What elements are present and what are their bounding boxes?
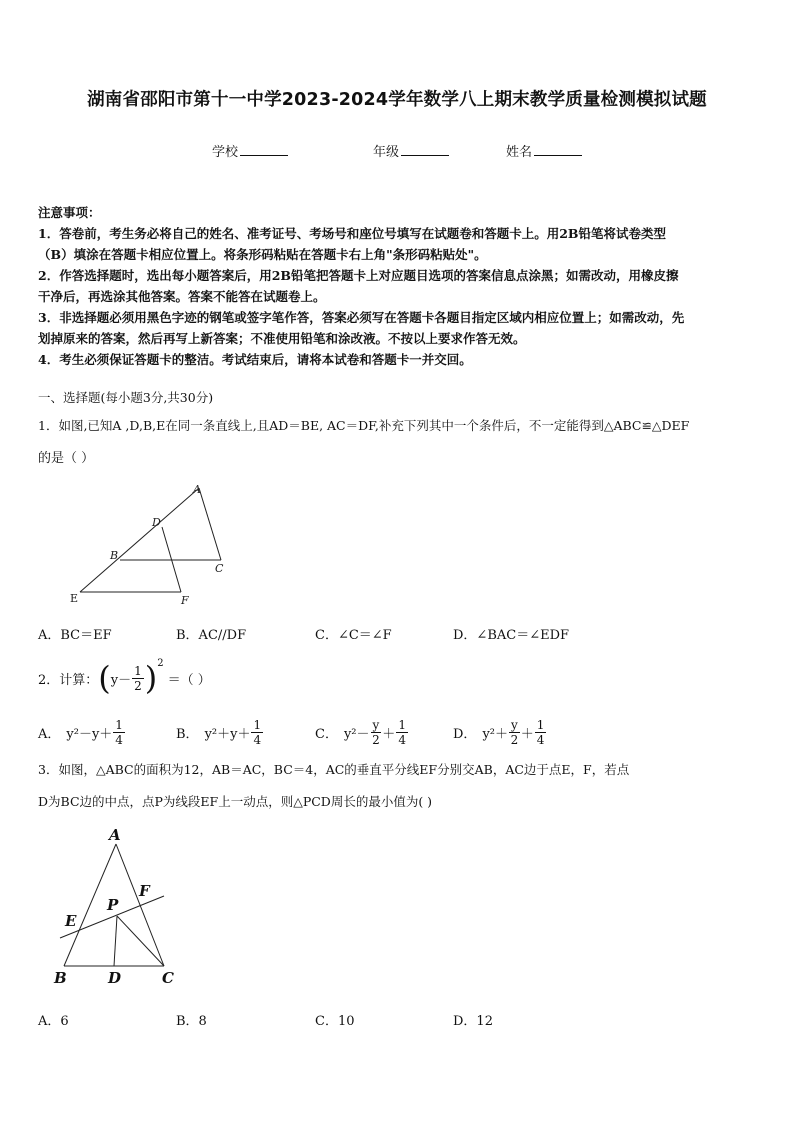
frac-den: 4	[536, 732, 545, 747]
q2-frac-num: 1	[134, 663, 142, 678]
q3-stem-line2: D为BC边的中点，点P为线段EF上一动点，则△PCD周长的最小值为( )	[38, 794, 433, 809]
notes-line: 划掉原来的答案，然后再写上新答案；不准使用铅笔和涂改液。不按以上要求作答无效。	[38, 331, 526, 346]
option-fraction	[371, 718, 382, 747]
grade-field	[373, 141, 449, 160]
frac-den: 4	[253, 732, 262, 747]
name-field	[506, 141, 582, 160]
q3-option-a: A．6	[38, 1014, 69, 1029]
q3-figure	[50, 822, 180, 992]
notes-line: 4．考生必须保证答题卡的整洁。考试结束后，请将本试卷和答题卡一并交回。	[38, 352, 472, 367]
line-PC	[117, 916, 164, 966]
line-EA	[80, 488, 199, 592]
q2-fraction	[132, 664, 144, 693]
q1-stem-line2: 的是（ ）	[38, 451, 95, 466]
label-B: B	[110, 549, 119, 562]
frac-num: 1	[398, 717, 406, 732]
q2-inner: y－	[110, 672, 132, 688]
frac-den: 2	[510, 732, 519, 747]
name-label: 姓名	[506, 145, 533, 160]
option-expr2: ＋	[520, 726, 534, 742]
label-D: D	[152, 516, 161, 529]
frac-den: 4	[398, 732, 406, 747]
q2-option-b	[176, 712, 264, 752]
label-E: E	[65, 912, 77, 930]
q2-option-c	[315, 712, 409, 752]
option-letter: C．	[315, 726, 338, 742]
option-fraction-2	[396, 718, 408, 747]
section-heading: 一、选择题(每小题3分,共30分)	[38, 390, 214, 405]
label-A: A	[109, 826, 121, 844]
frac-num: 1	[115, 717, 123, 732]
option-expr2: ＋	[382, 726, 396, 742]
option-letter: D．	[453, 726, 477, 742]
q2-prefix: 2．计算：	[38, 672, 99, 688]
frac-num: y	[372, 717, 380, 732]
grade-label: 年级	[373, 145, 400, 160]
option-letter: B．	[176, 726, 199, 742]
frac-num: 1	[253, 717, 262, 732]
grade-blank	[401, 142, 449, 156]
option-expr: y²－	[343, 726, 370, 742]
q3-stem-line1: 3．如图，△ABC的面积为12，AB＝AC，BC＝4，AC的垂直平分线EF分别交AB，AC边于点E，F，若点	[38, 762, 630, 777]
notes-line: 3．非选择题必须用黑色字迹的钢笔或签字笔作答，答案必须写在答题卡各题目指定区域内相应位置上；如需改动，先	[38, 310, 685, 325]
q1-option-b: B．AC//DF	[176, 628, 247, 643]
frac-num: y	[511, 717, 518, 732]
q1-option-a: A．BC＝EF	[38, 628, 112, 643]
label-F: F	[181, 594, 189, 607]
label-F: F	[139, 882, 150, 900]
page-title: 湖南省邵阳市第十一中学2023-2024学年数学八上期末教学质量检测模拟试题	[87, 90, 707, 110]
option-fraction	[113, 718, 125, 747]
q2-exponent: 2	[157, 658, 164, 669]
q2-suffix: ＝（ ）	[167, 672, 211, 688]
q2-right-paren: )	[144, 659, 158, 697]
q2-option-a	[38, 712, 126, 752]
frac-num: 1	[536, 717, 545, 732]
notes-line: 1．答卷前，考生务必将自己的姓名、准考证号、考场号和座位号填写在试题卷和答题卡上。用2B铅笔将试卷类型	[38, 226, 666, 241]
q3-option-c: C．10	[315, 1014, 355, 1029]
name-blank	[534, 142, 582, 156]
notes-block	[38, 202, 756, 370]
q1-figure	[70, 480, 240, 610]
q1-option-c: C．∠C＝∠F	[315, 628, 392, 643]
option-fraction-2	[535, 718, 547, 747]
frac-den: 2	[372, 732, 380, 747]
option-letter: A．	[38, 726, 61, 742]
notes-line: 2．作答选择题时，选出每小题答案后，用2B铅笔把答题卡上对应题目选项的答案信息点涂黑；如需改动，用橡皮擦	[38, 268, 679, 283]
notes-line: （B）填涂在答题卡相应位置上。将条形码粘贴在答题卡右上角"条形码粘贴处"。	[38, 247, 487, 262]
q1-option-d: D．∠BAC＝∠EDF	[453, 628, 570, 643]
school-blank	[240, 142, 288, 156]
line-PD	[114, 916, 117, 966]
q2-frac-den: 2	[134, 678, 142, 693]
label-C: C	[162, 969, 174, 987]
option-fraction	[509, 718, 520, 747]
q2-stem	[38, 656, 211, 700]
q3-option-b: B．8	[176, 1014, 207, 1029]
label-C: C	[215, 562, 224, 575]
frac-den: 4	[115, 732, 123, 747]
option-fraction	[251, 718, 263, 747]
option-expr: y²＋y＋	[204, 726, 251, 742]
line-AC	[199, 488, 221, 560]
q1-stem-line1: 1．如图,已知A ,D,B,E在同一条直线上,且AD＝BE, AC＝DF,补充下列其中一个条件后，不一定能得到△ABC≌△DEF	[38, 418, 690, 433]
q2-option-d	[453, 712, 547, 752]
q2-left-paren: (	[98, 659, 111, 697]
line-AC	[116, 844, 164, 966]
school-label: 学校	[212, 145, 239, 160]
notes-heading: 注意事项：	[38, 205, 101, 220]
label-P: P	[107, 896, 119, 914]
notes-line: 干净后，再选涂其他答案。答案不能答在试题卷上。	[38, 289, 326, 304]
label-E: E	[70, 592, 79, 605]
option-expr: y²＋	[482, 726, 508, 742]
label-D: D	[108, 969, 122, 987]
school-field	[212, 141, 288, 160]
label-B: B	[54, 969, 67, 987]
label-A: A	[193, 483, 201, 496]
q3-option-d: D．12	[453, 1014, 493, 1029]
option-expr: y²－y＋	[66, 726, 113, 742]
